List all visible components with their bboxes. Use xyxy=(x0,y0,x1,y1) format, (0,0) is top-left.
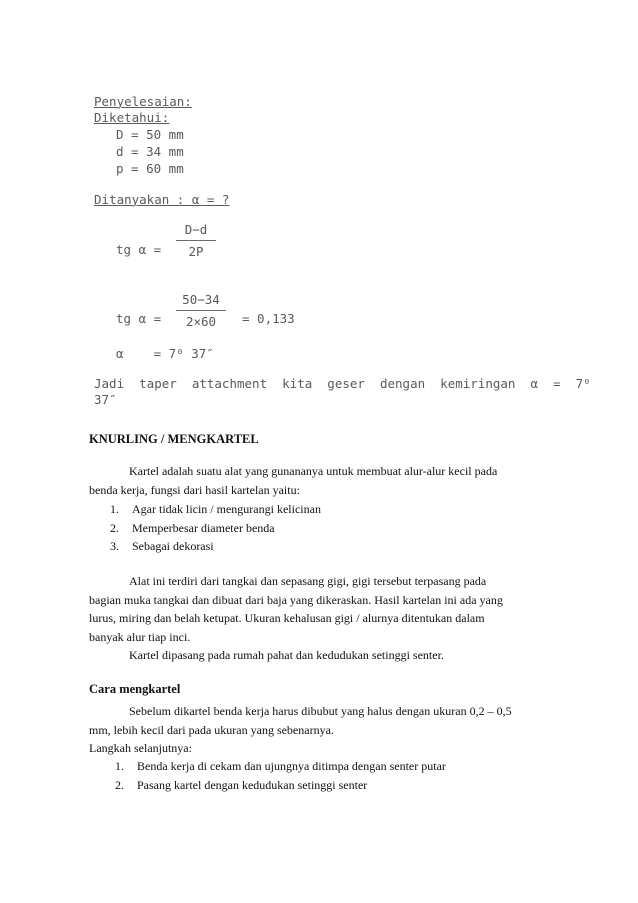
paragraph-line: Langkah selanjutnya: xyxy=(89,741,192,755)
cara-heading: Cara mengkartel xyxy=(89,682,181,696)
paragraph-line: benda kerja, fungsi dari hasil kartelan yaitu: xyxy=(89,482,300,497)
list-number: 1. xyxy=(110,502,119,516)
paragraph-line: Kartel adalah suatu alat yang gunananya untuk membuat alur-alur kecil pada xyxy=(129,464,498,478)
list-number: 2. xyxy=(110,520,119,535)
fraction-bar xyxy=(176,240,216,241)
knurling-heading: KNURLING / MENGKARTEL xyxy=(89,432,259,446)
paragraph-line: Alat ini terdiri dari tangkai dan sepasang gigi, gigi tersebut terpasang pada xyxy=(129,574,487,588)
asked-line: Ditanyakan : α = ? xyxy=(94,192,230,207)
cara-paragraph xyxy=(89,702,512,758)
solution-block xyxy=(94,94,591,412)
fraction-bar xyxy=(176,310,226,311)
list-text: Pasang kartel dengan kedudukan setinggi senter xyxy=(137,777,368,792)
solution-title: Penyelesaian: xyxy=(94,94,192,109)
list-number: 2. xyxy=(115,777,124,792)
knurling-paragraph-1 xyxy=(89,462,497,499)
list-text: Agar tidak licin / mengurangi kelicinan xyxy=(132,502,321,516)
list-item xyxy=(110,521,321,540)
paragraph-line: banyak alur tiap inci. xyxy=(89,629,191,644)
list-item xyxy=(110,502,321,521)
alpha-result: α = 7⁰ 37″ xyxy=(116,346,214,361)
calc-result: = 0,133 xyxy=(242,311,295,326)
formula-denominator: 2P xyxy=(188,244,204,259)
formula-fraction xyxy=(176,222,216,259)
knurling-paragraph-3 xyxy=(89,646,444,665)
known-label: Diketahui: xyxy=(94,110,170,125)
paragraph-line: bagian muka tangkai dan dibuat dari baja yang dikeraskan. Hasil kartelan ini ada yang xyxy=(89,592,503,607)
conclusion-line-1: Jadi taper attachment kita geser dengan kemiringan α = 7⁰ xyxy=(94,376,591,391)
known-D: D = 50 mm xyxy=(116,127,184,142)
paragraph-line: mm, lebih kecil dari pada ukuran yang sebenarnya. xyxy=(89,722,334,737)
list-item xyxy=(115,759,446,778)
formula-numerator: D−d xyxy=(184,222,208,237)
steps-list xyxy=(115,759,446,796)
functions-list xyxy=(110,502,321,558)
paragraph-line: lurus, miring dan belah ketupat. Ukuran kehalusan gigi / alurnya ditentukan dalam xyxy=(89,611,485,625)
known-d: d = 34 mm xyxy=(116,144,184,159)
list-item xyxy=(110,539,321,558)
known-p: p = 60 mm xyxy=(116,161,184,176)
list-text: Benda kerja di cekam dan ujungnya ditimpa dengan senter putar xyxy=(137,759,446,773)
list-item xyxy=(115,778,446,797)
calc-fraction xyxy=(176,292,226,329)
conclusion-line-2: 37″ xyxy=(94,392,117,407)
list-text: Sebagai dekorasi xyxy=(132,539,214,553)
formula-lhs: tg α = xyxy=(116,242,162,257)
calc-lhs: tg α = xyxy=(116,311,162,326)
calc-denominator: 2×60 xyxy=(185,314,217,329)
paragraph-line: Sebelum dikartel benda kerja harus dibubut yang halus dengan ukuran 0,2 – 0,5 xyxy=(129,704,512,718)
calc-numerator: 50−34 xyxy=(182,292,220,307)
paragraph-line: Kartel dipasang pada rumah pahat dan kedudukan setinggi senter. xyxy=(129,648,444,662)
knurling-paragraph-2 xyxy=(89,572,503,646)
list-text: Memperbesar diameter benda xyxy=(132,520,275,535)
list-number: 1. xyxy=(115,759,124,773)
list-number: 3. xyxy=(110,539,119,553)
